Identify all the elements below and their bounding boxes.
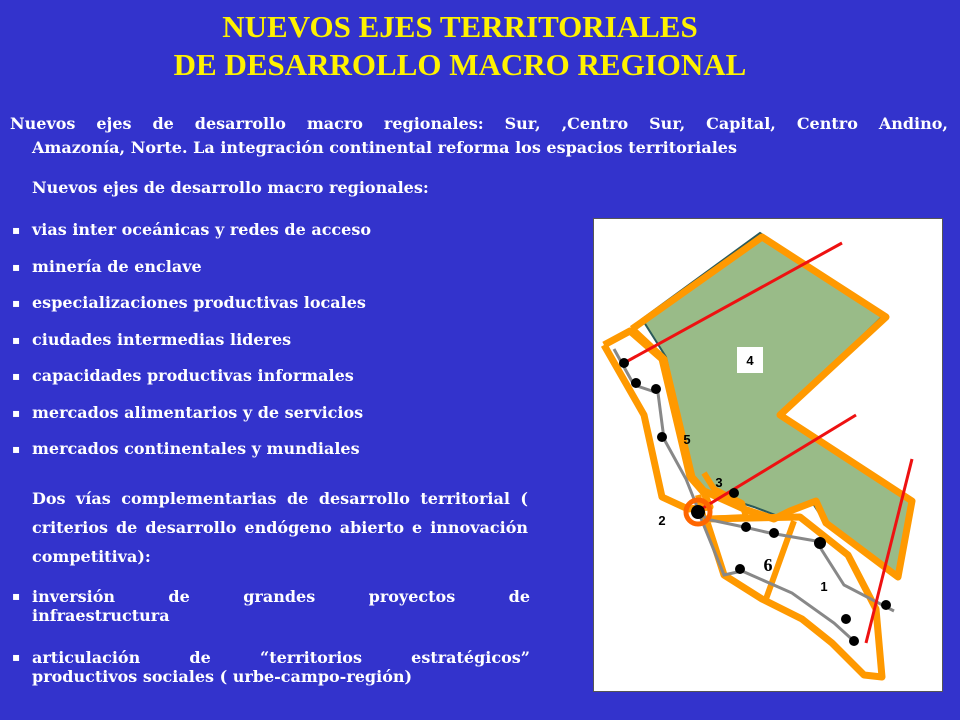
title-line-2: DE DESARROLLO MACRO REGIONAL <box>173 47 747 82</box>
bullet-text: mercados alimentarios y de servicios <box>32 402 364 422</box>
bullet-square-icon: ▪ <box>12 650 21 664</box>
list-item <box>12 330 572 367</box>
zone-4-region <box>642 233 912 577</box>
list-item <box>12 439 572 476</box>
list-item <box>12 220 572 257</box>
bullet-text: vias inter oceánicas y redes de acceso <box>32 220 372 239</box>
intro-line-2: Amazonía, Norte. La integración continental reforma los espacios territoriales <box>32 138 737 157</box>
title-line-1: NUEVOS EJES TERRITORIALES <box>222 9 698 44</box>
list-item <box>12 366 572 403</box>
complementary-paragraph: Dos vías complementarias de desarrollo territorial ( criterios de desarrollo endógeno abierto e innovación competitiva): <box>32 489 528 566</box>
sub-bullet-item <box>12 587 530 625</box>
city-dot <box>841 614 851 624</box>
bullet-square-icon: ▪ <box>12 589 21 603</box>
subheading: Nuevos ejes de desarrollo macro regionales: <box>32 178 429 197</box>
list-item <box>12 293 572 330</box>
city-dot <box>619 358 629 368</box>
city-dot <box>769 528 779 538</box>
zone-4-label: 4 <box>746 353 754 368</box>
territorial-map <box>593 218 943 692</box>
city-dot <box>881 600 891 610</box>
bullet-text: minería de enclave <box>32 256 202 276</box>
sub-bullet-line-2: infraestructura <box>32 606 170 625</box>
bullet-list <box>12 220 572 476</box>
bullet-text: capacidades productivas informales <box>32 366 354 385</box>
bullet-square-icon: ▪ <box>12 405 21 420</box>
sub-bullet-line-2: productivos sociales ( urbe-campo-región) <box>32 667 413 686</box>
city-dot <box>735 564 745 574</box>
zone-2-label: 2 <box>658 513 666 528</box>
zone-6-label: 6 <box>763 555 773 575</box>
city-dot <box>631 378 641 388</box>
bullet-square-icon: ▪ <box>12 296 21 310</box>
bullet-square-icon: ▪ <box>12 442 21 456</box>
intro-line-1: Nuevos ejes de desarrollo macro regionales: Sur, ,Centro Sur, Capital, Centro Andino, <box>10 114 948 133</box>
zone-1-label: 1 <box>820 579 828 594</box>
city-dot <box>849 636 859 646</box>
bullet-text: especializaciones productivas locales <box>32 293 366 312</box>
zone-5-label: 5 <box>683 432 691 447</box>
city-dot <box>691 505 705 519</box>
city-dot <box>741 522 751 532</box>
sub-bullet-item <box>12 648 530 686</box>
city-dot <box>729 488 739 498</box>
bullet-square-icon: ▪ <box>12 332 21 347</box>
bullet-square-icon: ▪ <box>12 259 21 274</box>
city-dot <box>814 537 826 549</box>
bullet-square-icon: ▪ <box>12 369 21 383</box>
city-dot <box>651 384 661 394</box>
intro-text <box>10 112 948 160</box>
zone-3-label: 3 <box>715 475 723 490</box>
map-drawing <box>594 219 942 691</box>
list-item <box>12 257 572 294</box>
bullet-text: ciudades intermedias lideres <box>32 329 292 349</box>
page-title <box>0 8 920 84</box>
city-dot <box>657 432 667 442</box>
bullet-text: mercados continentales y mundiales <box>32 439 360 458</box>
bullet-square-icon: ▪ <box>12 223 21 237</box>
list-item <box>12 403 572 440</box>
sub-bullet-line-1: inversión de grandes proyectos de <box>32 587 530 606</box>
sub-bullet-line-1: articulación de “territorios estratégicos” <box>32 648 530 667</box>
